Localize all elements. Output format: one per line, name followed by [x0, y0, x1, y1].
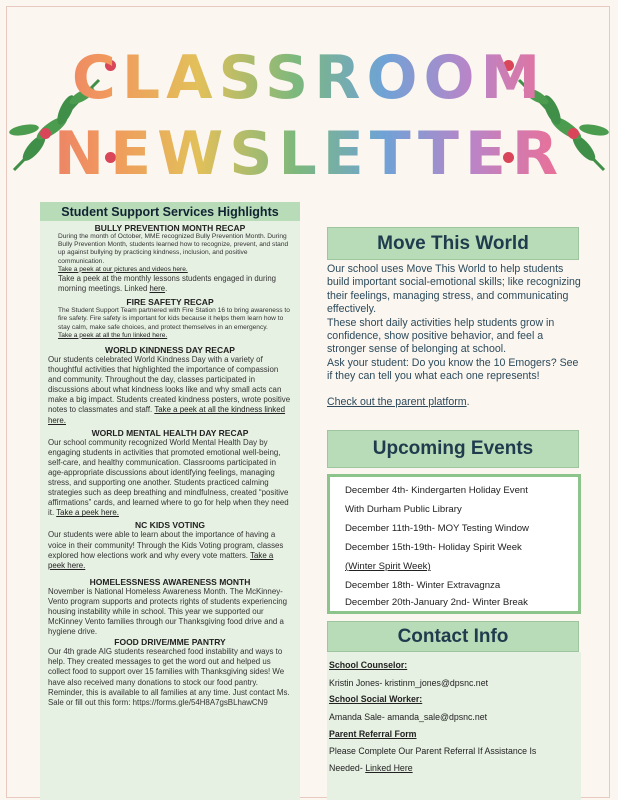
event-item: December 15th-19th- Holiday Spirit Week [345, 542, 522, 553]
kids-voting-link[interactable]: Take a peek here. [48, 550, 274, 570]
event-item: December 11th-19th- MOY Testing Window [345, 523, 529, 534]
counselor-contact[interactable]: Kristin Jones- kristinm_jones@dpsnc.net [329, 678, 489, 688]
counselor-label: School Counselor: [329, 660, 408, 670]
bully-prevention-lessons: Take a peek at the monthly lessons students engaged in during morning meetings. Linked here. [58, 274, 277, 293]
move-this-world-heading: Move This World [327, 227, 579, 260]
kindness-link[interactable]: Take a peek at all the kindness linked here. [48, 405, 286, 425]
bully-prevention-body: During the month of October, MME recognized Bully Prevention Month. During Bully Prevention Month, students learned how to recognize, prevent, and stand up against bullying by practicing kindness, inclusion, and positive communication. Take a peek at our pictures and videos here. [58, 233, 289, 273]
kids-voting-title: NC KIDS VOTING [135, 520, 205, 531]
social-worker-contact[interactable]: Amanda Sale- amanda_sale@dpsnc.net [329, 712, 488, 722]
winter-spirit-week-link[interactable]: (Winter Spirit Week) [345, 561, 431, 572]
homelessness-title: HOMELESSNESS AWARENESS MONTH [89, 576, 251, 587]
social-worker-label: School Social Worker: [329, 694, 423, 704]
mental-health-title: WORLD MENTAL HEALTH DAY RECAP [91, 427, 249, 438]
event-item: December 20th-January 2nd- Winter Break [345, 597, 528, 608]
event-item: December 18th- Winter Extravagnza [345, 580, 501, 591]
upcoming-events-box [327, 474, 581, 614]
mtw-link-line: Check out the parent platform. [327, 395, 470, 408]
parent-platform-link[interactable]: Check out the parent platform [327, 395, 467, 408]
contact-info-body [327, 652, 581, 800]
fire-safety-title: FIRE SAFETY RECAP [126, 297, 214, 308]
mtw-paragraph-2: These short daily activities help students grow in confidence, show positive behavior, and feel a stronger sense of belonging at school. [327, 316, 555, 356]
kindness-day-body: Our students celebrated World Kindness Day with a variety of thoughtful activities that highlighted the importance of compassion and community. Throughout the day, classes participated in discussions about what kindness looks like and why small acts can make a big impact. Students created kindness posters, wrote positive notes to classmates and staff. Take a peek at all the kindness linked here. [48, 355, 291, 425]
fire-safety-link[interactable]: Take a peek at all the fun linked here. [58, 331, 168, 339]
move-this-world-body [327, 263, 581, 409]
kids-voting-body: Our students were able to learn about the importance of having a voice in their community! Through the Kids Voting program, classes explored how elections work and why every vote matters. Take a peek here. [48, 530, 284, 570]
upcoming-events-heading: Upcoming Events [327, 430, 579, 468]
lessons-link[interactable]: here [149, 283, 166, 293]
homelessness-body: November is National Homeless Awareness Month. The McKinney-Vento program supports and protects rights of students experiencing housing instability while in school. This year we supported our McKinney Vento families through our Thanksgiving food drive and a hygiene drive. [48, 586, 288, 637]
bully-prevention-title: BULLY PREVENTION MONTH RECAP [94, 223, 246, 233]
referral-link[interactable]: Linked Here [365, 763, 413, 773]
student-support-heading: Student Support Services Highlights [40, 202, 300, 221]
event-item: With Durham Public Library [345, 504, 462, 515]
mtw-paragraph-1: Our school uses Move This World to help students build important social-emotional skills; like recognizing their feelings, managing stress, and communicating effectively. [327, 263, 581, 316]
kindness-day-title: WORLD KINDNESS DAY RECAP [105, 345, 235, 356]
mental-health-body: Our school community recognized World Mental Health Day by engaging students in activities that promoted emotional well-being, self-care, and healthy communication. Classrooms participated in age-appropriate discussions about identifying feelings, managing stress, and supporting one another. Students practiced calming strategies such as deep breathing and mindfulness, created “positive affirmations” cards, and learned where to go for help when they need it. Take a peek here. [48, 437, 289, 518]
referral-label: Parent Referral Form [329, 729, 417, 739]
contact-info-heading: Contact Info [327, 621, 579, 652]
newsletter-title-line1: CLASSROOM [0, 45, 618, 111]
food-drive-body: Our 4th grade AIG students researched food instability and ways to help. They created messages to get the word out and helped us collect food to support over 15 families with Thanksgiving sides! We have also received many donations to stock our food pantry. Reminder, this is available to all families at any time. Just contact Ms. Sale or fill out this form: https://forms.gle/54H8A7gsBLhawCN9 [48, 647, 290, 707]
student-support-column [40, 202, 300, 800]
food-drive-title: FOOD DRIVE/MME PANTRY [114, 637, 226, 648]
newsletter-title-line2: NEWSLETTER [0, 121, 618, 187]
mtw-paragraph-3: Ask your student: Do you know the 10 Emogers? See if they can tell you what each one represents! [327, 356, 579, 383]
referral-line: Needed- Linked Here [329, 763, 413, 773]
mental-health-link[interactable]: Take a peek here. [56, 508, 119, 518]
bully-prevention-link[interactable]: Take a peek at our pictures and videos here. [58, 265, 188, 273]
fire-safety-body: The Student Support Team partnered with Fire Station 16 to bring awareness to fire safety. Fire safety is important for kids because it helps them learn how to stay calm, make safe choices, and protect themselves in an emergency. Take a peek at all the fun linked here. [58, 307, 290, 339]
event-item: December 4th- Kindergarten Holiday Event [345, 485, 528, 496]
referral-text: Please Complete Our Parent Referral If Assistance Is [329, 746, 537, 756]
